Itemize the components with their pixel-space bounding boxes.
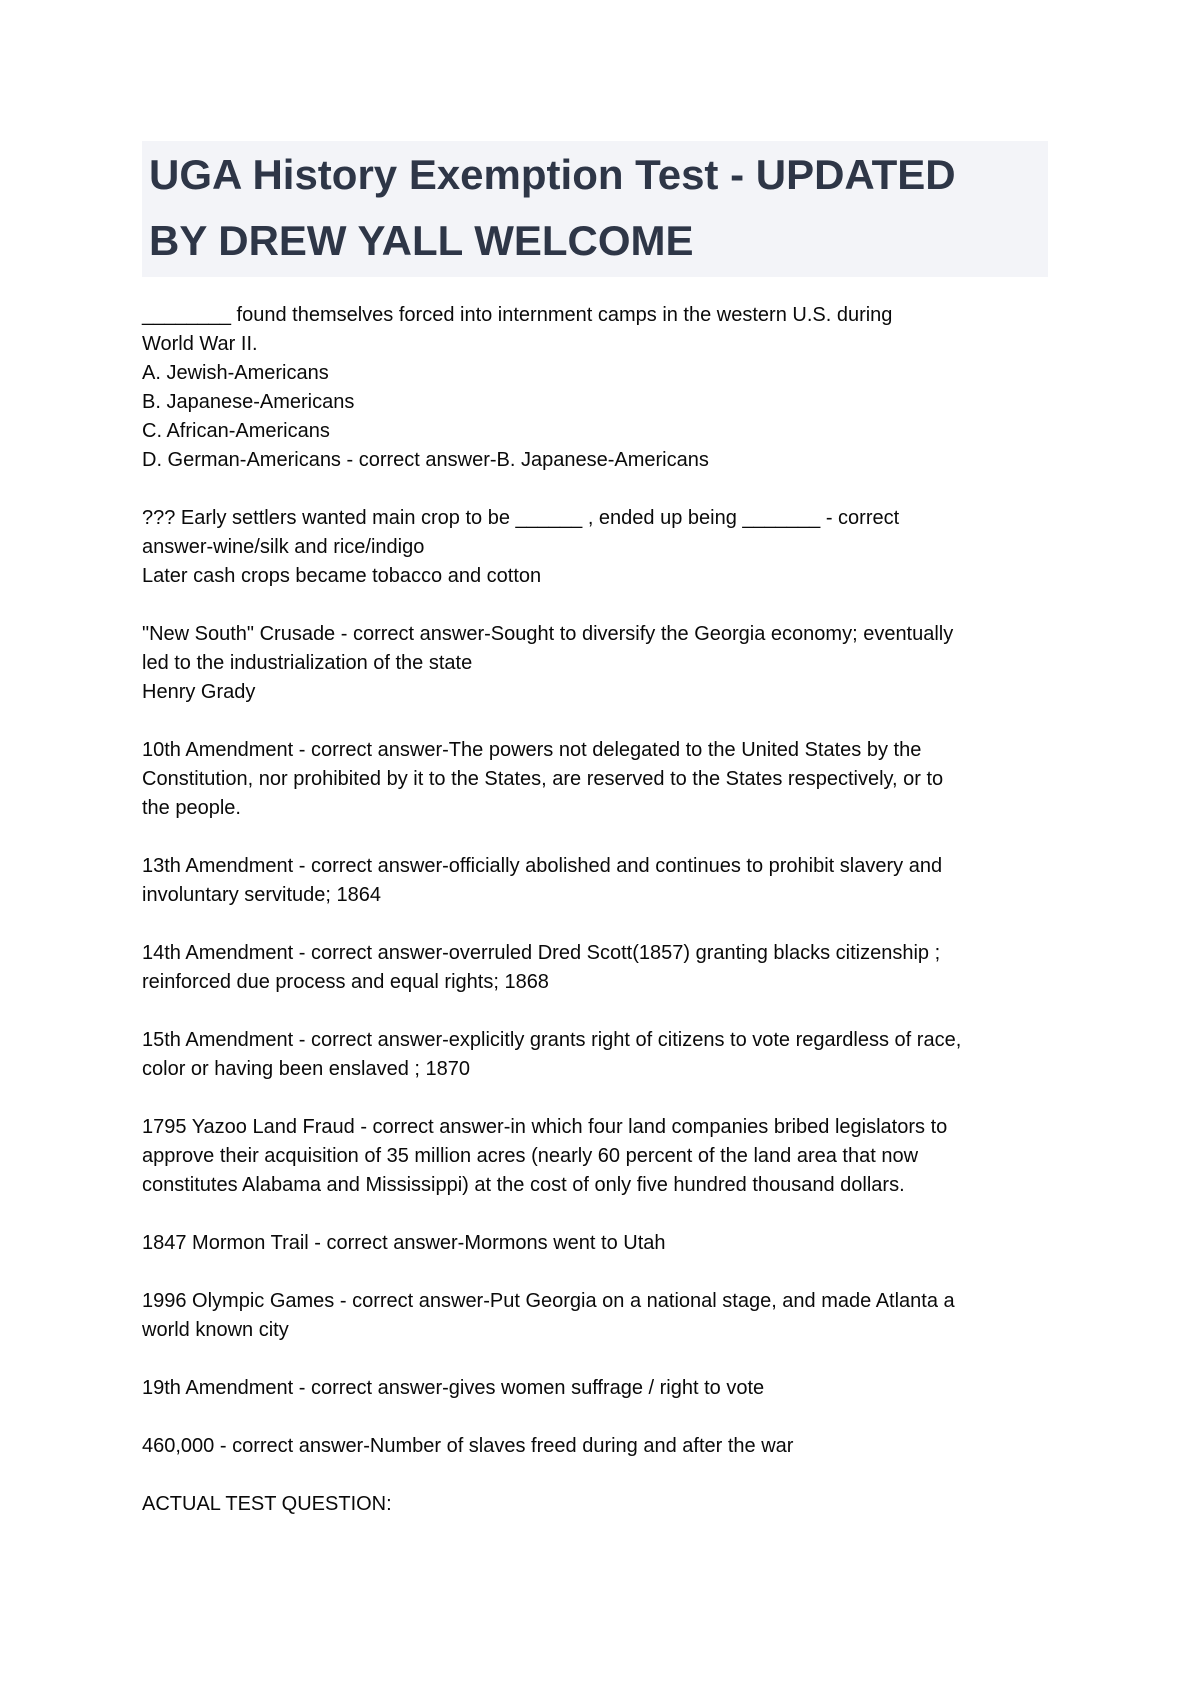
paragraph [142,620,1060,707]
text-line: C. African-Americans [142,420,330,442]
text-line: the people. [142,797,241,819]
paragraph [142,301,1060,475]
page-content [142,141,1060,1548]
text-line: 19th Amendment - correct answer-gives women suffrage / right to vote [142,1377,765,1399]
document-body [142,301,1060,1519]
text-line: Constitution, nor prohibited by it to the States, are reserved to the States respectively, or to [142,768,944,790]
text-line: "New South" Crusade - correct answer-Sought to diversify the Georgia economy; eventually [142,623,954,645]
text-line: Later cash crops became tobacco and cotton [142,565,542,587]
paragraph [142,1026,1060,1084]
paragraph [142,1113,1060,1200]
text-line: 14th Amendment - correct answer-overruled Dred Scott(1857) granting blacks citizenship ; [142,942,941,964]
paragraph [142,1229,1060,1258]
text-line: constitutes Alabama and Mississippi) at the cost of only five hundred thousand dollars. [142,1174,905,1196]
text-line: led to the industrialization of the state [142,652,473,674]
paragraph [142,1432,1060,1461]
text-line: reinforced due process and equal rights; 1868 [142,971,549,993]
text-line: 13th Amendment - correct answer-officially abolished and continues to prohibit slavery and [142,855,943,877]
text-line: color or having been enslaved ; 1870 [142,1058,471,1080]
paragraph [142,1374,1060,1403]
page-title-line-1: UGA History Exemption Test - UPDATED [149,151,956,198]
paragraph [142,736,1060,823]
text-line: ACTUAL TEST QUESTION: [142,1493,392,1515]
text-line: D. German-Americans - correct answer-B. Japanese-Americans [142,449,709,471]
text-line: World War II. [142,333,258,355]
text-line: 10th Amendment - correct answer-The powers not delegated to the United States by the [142,739,922,761]
text-line: Henry Grady [142,681,256,703]
paragraph [142,504,1060,591]
paragraph [142,1490,1060,1519]
text-line: 15th Amendment - correct answer-explicitly grants right of citizens to vote regardless of race, [142,1029,962,1051]
text-line: ________ found themselves forced into internment camps in the western U.S. during [142,304,893,326]
page-title-line-2: BY DREW YALL WELCOME [149,217,694,264]
text-line: involuntary servitude; 1864 [142,884,382,906]
text-line: answer-wine/silk and rice/indigo [142,536,425,558]
text-line: ??? Early settlers wanted main crop to be ______ , ended up being _______ - correct [142,507,900,529]
page-title [142,141,1048,277]
text-line: B. Japanese-Americans [142,391,355,413]
text-line: world known city [142,1319,289,1341]
paragraph [142,939,1060,997]
text-line: A. Jewish-Americans [142,362,329,384]
text-line: 1847 Mormon Trail - correct answer-Mormons went to Utah [142,1232,666,1254]
text-line: approve their acquisition of 35 million acres (nearly 60 percent of the land area that now [142,1145,919,1167]
text-line: 1996 Olympic Games - correct answer-Put Georgia on a national stage, and made Atlanta a [142,1290,955,1312]
paragraph [142,852,1060,910]
text-line: 460,000 - correct answer-Number of slaves freed during and after the war [142,1435,794,1457]
paragraph [142,1287,1060,1345]
text-line: 1795 Yazoo Land Fraud - correct answer-in which four land companies bribed legislators to [142,1116,948,1138]
